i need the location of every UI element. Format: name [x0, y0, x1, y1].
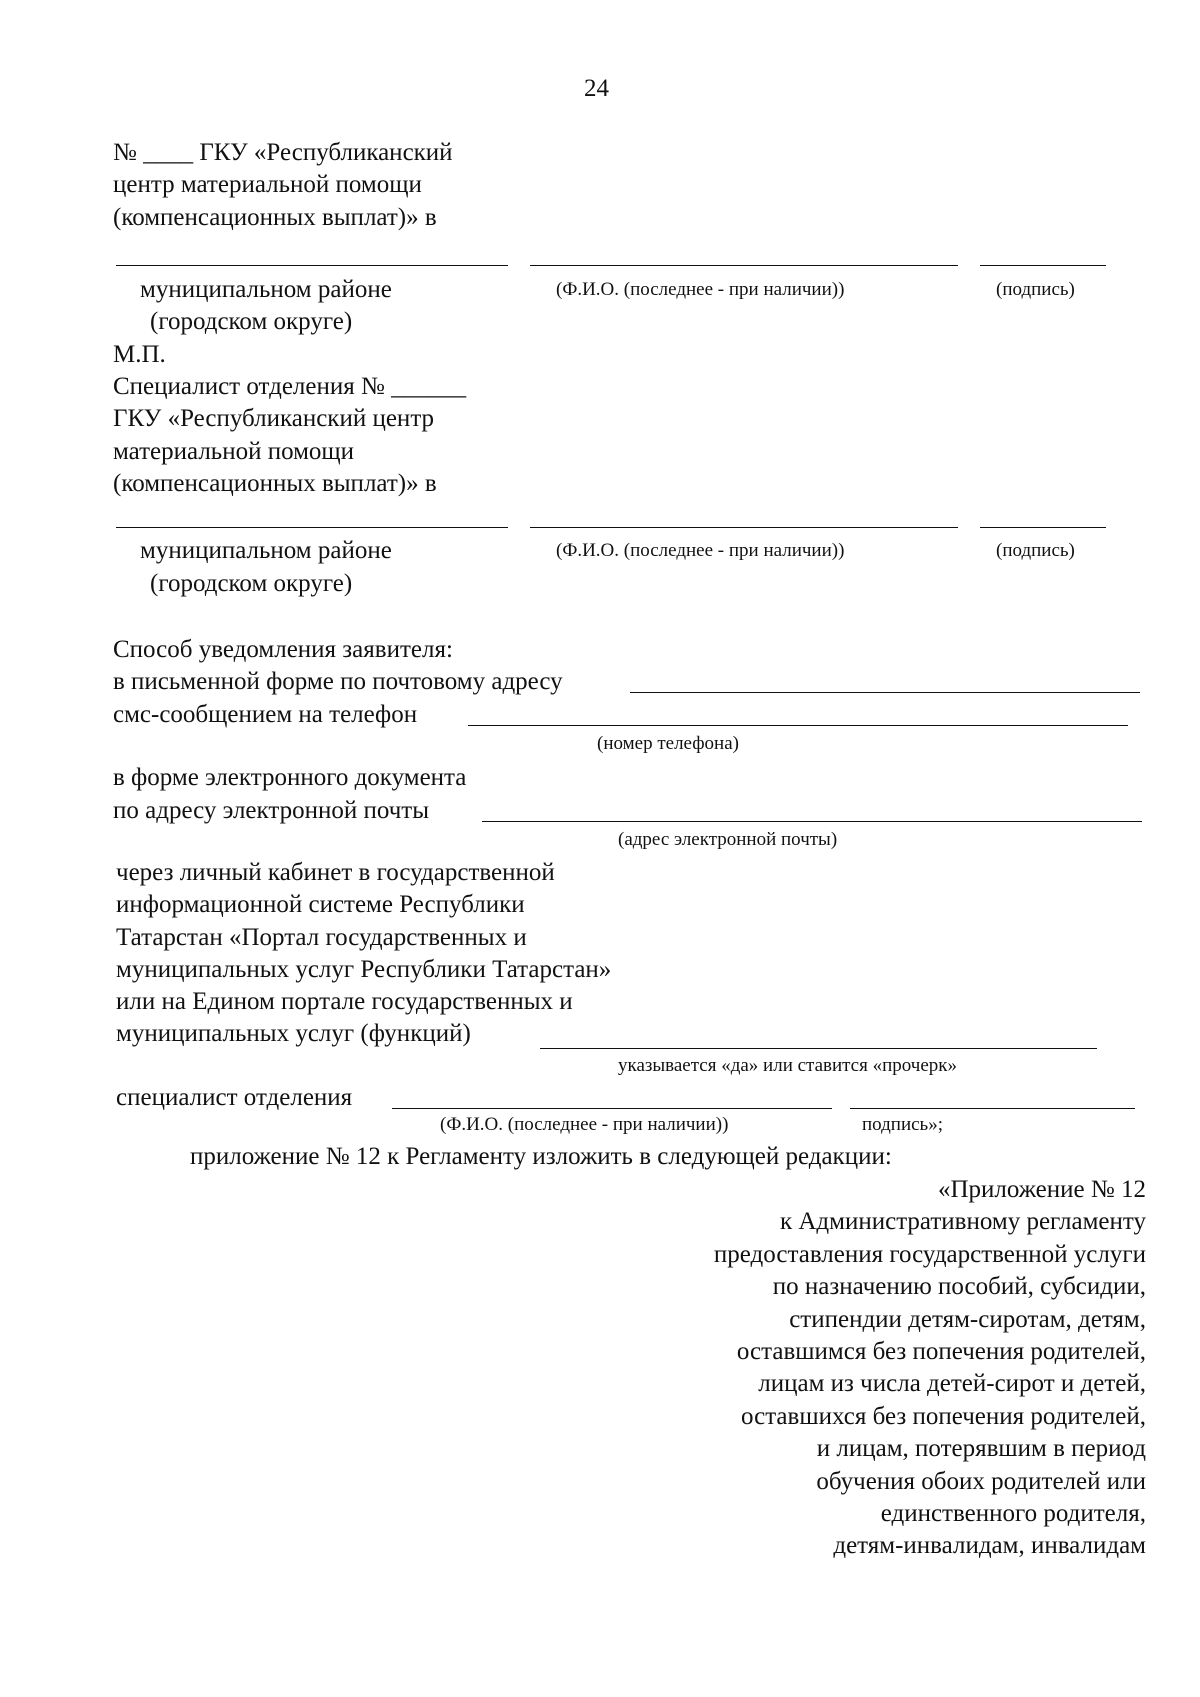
stamp-place-label: М.П.: [113, 341, 166, 368]
org-block-1-line: (компенсационных выплат)» в: [113, 203, 437, 231]
signature-line-1: [980, 265, 1106, 266]
portal-line: через личный кабинет в государственной: [116, 859, 555, 886]
signature-caption-1: (подпись): [996, 279, 1075, 300]
appendix-line: обучения обоих родителей или: [816, 1467, 1146, 1495]
specialist-label: специалист отделения: [116, 1084, 353, 1111]
appendix-line: лицам из числа детей-сирот и детей,: [758, 1370, 1146, 1398]
appendix-line: оставшимся без попечения родителей,: [736, 1338, 1146, 1366]
specialist-signature-line: [850, 1108, 1135, 1109]
district-line-1: [116, 265, 508, 266]
portal-line: или на Едином портале государственных и: [116, 988, 573, 1016]
appendix-line: детям-инвалидам, инвалидам: [833, 1532, 1146, 1560]
org-block-2-line: Специалист отделения № ______: [113, 373, 467, 400]
portal-block: [116, 857, 611, 1051]
specialist-signature-caption: подпись»;: [862, 1114, 944, 1135]
signature-line-2: [980, 527, 1106, 528]
district-line-2: [116, 527, 508, 528]
phone-caption: (номер телефона): [597, 733, 739, 754]
email-caption: (адрес электронной почты): [618, 829, 838, 850]
appendix-line: «Приложение № 12: [937, 1176, 1146, 1203]
portal-caption: указывается «да» или ставится «прочерк»: [618, 1055, 958, 1076]
org-block-1-line: центр материальной помощи: [113, 171, 422, 199]
appendix-line: по назначению пособий, субсидии,: [772, 1273, 1146, 1301]
page-number: 24: [584, 75, 609, 102]
appendix-line: предоставления государственной услуги: [713, 1240, 1146, 1268]
specialist-fio-caption: (Ф.И.О. (последнее - при наличии)): [440, 1114, 729, 1135]
okrug-label-2: (городском округе): [150, 570, 353, 597]
portal-line: информационной системе Республики: [116, 891, 525, 919]
phone-line: [468, 725, 1128, 726]
org-block-2-line: (компенсационных выплат)» в: [113, 469, 437, 497]
portal-line: Татарстан «Портал государственных и: [116, 923, 527, 951]
postal-line: [630, 692, 1140, 693]
appendix-line: оставшихся без попечения родителей,: [740, 1402, 1146, 1430]
appendix-line: стипендии детям-сиротам, детям,: [789, 1305, 1146, 1333]
district-label-1: муниципальном районе: [140, 276, 392, 303]
sms-label: смс-сообщением на телефон: [113, 701, 418, 728]
fio-line-2: [530, 527, 958, 528]
portal-line: муниципальных услуг (функций): [116, 1020, 471, 1048]
appendix-line: и лицам, потерявшим в период: [816, 1435, 1146, 1463]
org-block-2-line: материальной помощи: [113, 437, 355, 465]
signature-caption-2: (подпись): [996, 540, 1075, 561]
portal-line: муниципальных услуг Республики Татарстан»: [116, 955, 612, 983]
fio-line-1: [530, 265, 958, 266]
specialist-fio-line: [392, 1108, 832, 1109]
fio-caption-1: (Ф.И.О. (последнее - при наличии)): [556, 279, 845, 300]
district-label-2: муниципальном районе: [140, 537, 392, 564]
org-block-1-line: № ____ ГКУ «Республиканский: [113, 139, 453, 166]
notify-heading: Способ уведомления заявителя:: [113, 636, 453, 663]
edoc-label-1: в форме электронного документа: [113, 764, 467, 791]
appendix-intro: приложение № 12 к Регламенту изложить в следующей редакции:: [190, 1143, 892, 1170]
postal-label: в письменной форме по почтовому адресу: [113, 668, 563, 695]
org-block-2-line: ГКУ «Республиканский центр: [113, 405, 435, 433]
appendix-header: [714, 1174, 1146, 1563]
edoc-label-2: по адресу электронной почты: [113, 797, 429, 824]
appendix-line: единственного родителя,: [880, 1500, 1146, 1528]
email-line: [482, 821, 1142, 822]
portal-line-field: [540, 1048, 1097, 1049]
org-block-2: [113, 371, 466, 500]
appendix-line: к Административному регламенту: [779, 1208, 1146, 1236]
okrug-label-1: (городском округе): [150, 308, 353, 335]
fio-caption-2: (Ф.И.О. (последнее - при наличии)): [556, 540, 845, 561]
org-block-1: [113, 137, 453, 234]
